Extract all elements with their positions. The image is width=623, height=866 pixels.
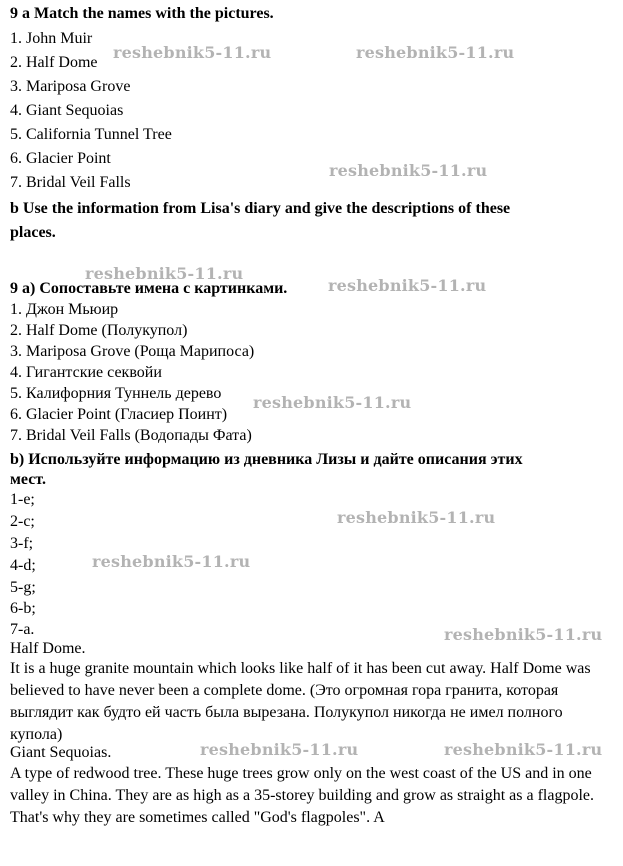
exercise-en-item: 3. Mariposa Grove <box>10 78 131 95</box>
exercise-en-item: 7. Bridal Veil Falls <box>10 174 131 191</box>
answer-item: 1-e; <box>10 491 35 508</box>
half-dome-text: It is a huge granite mountain which looks like half of it has been cut away. Half Dome was believed to have never been a complete dome. (Это огромная гора гранита, которая выглядит как будто ей часть была вырезана. Полукупол никогда не имел полного купола) <box>10 660 591 743</box>
watermark-text: reshebnik5-11.ru <box>329 161 488 180</box>
answer-item: 3-f; <box>10 535 34 552</box>
exercise-ru-task-b-cont: мест. <box>10 471 46 488</box>
watermark-text: reshebnik5-11.ru <box>92 552 251 571</box>
exercise-ru-item: 6. Glacier Point (Гласиер Поинт) <box>10 406 228 423</box>
exercise-ru-item: 4. Гигантские секвойи <box>10 364 162 381</box>
watermark-text: reshebnik5-11.ru <box>85 264 244 283</box>
watermark-text: reshebnik5-11.ru <box>200 740 359 759</box>
exercise-en-item: 1. John Muir <box>10 30 93 47</box>
exercise-en-item: 4. Giant Sequoias <box>10 102 124 119</box>
watermark-text: reshebnik5-11.ru <box>253 393 412 412</box>
watermark-text: reshebnik5-11.ru <box>113 43 272 62</box>
exercise-en-item: 5. California Tunnel Tree <box>10 126 172 143</box>
half-dome-heading: Half Dome. <box>10 640 86 657</box>
answer-item: 5-g; <box>10 579 36 596</box>
watermark-text: reshebnik5-11.ru <box>444 625 603 644</box>
watermark-text: reshebnik5-11.ru <box>328 276 487 295</box>
exercise-en-task-b-cont: places. <box>10 224 56 241</box>
answer-item: 7-a. <box>10 621 35 638</box>
watermark-text: reshebnik5-11.ru <box>444 740 603 759</box>
exercise-en-title: 9 a Match the names with the pictures. <box>10 5 274 22</box>
exercise-en-item: 2. Half Dome <box>10 54 98 71</box>
exercise-ru-title: 9 а) Сопоставьте имена с картинками. <box>10 280 288 297</box>
exercise-ru-item: 1. Джон Мьюир <box>10 301 119 318</box>
exercise-ru-item: 3. Mariposa Grove (Роща Марипоса) <box>10 343 255 360</box>
exercise-ru-task-b: b) Используйте информацию из дневника Лизы и дайте описания этих <box>10 451 523 468</box>
watermark-text: reshebnik5-11.ru <box>356 43 515 62</box>
answer-item: 4-d; <box>10 557 36 574</box>
exercise-en-task-b: b Use the information from Lisa's diary and give the descriptions of these <box>10 200 511 217</box>
watermark-text: reshebnik5-11.ru <box>337 508 496 527</box>
giant-sequoias-heading: Giant Sequoias. <box>10 744 112 761</box>
exercise-ru-item: 7. Bridal Veil Falls (Водопады Фата) <box>10 427 252 444</box>
exercise-ru-item: 2. Half Dome (Полукупол) <box>10 322 188 339</box>
exercise-en-item: 6. Glacier Point <box>10 150 111 167</box>
giant-sequoias-text: A type of redwood tree. These huge trees grow only on the west coast of the US and in one valley in China. They are as high as a 35-storey building and grow as straight as a flagpole. That's why they are sometimes called "God's flagpoles". A <box>10 765 594 826</box>
exercise-ru-item: 5. Калифорния Туннель дерево <box>10 385 222 402</box>
answer-item: 6-b; <box>10 600 36 617</box>
answer-item: 2-c; <box>10 513 35 530</box>
